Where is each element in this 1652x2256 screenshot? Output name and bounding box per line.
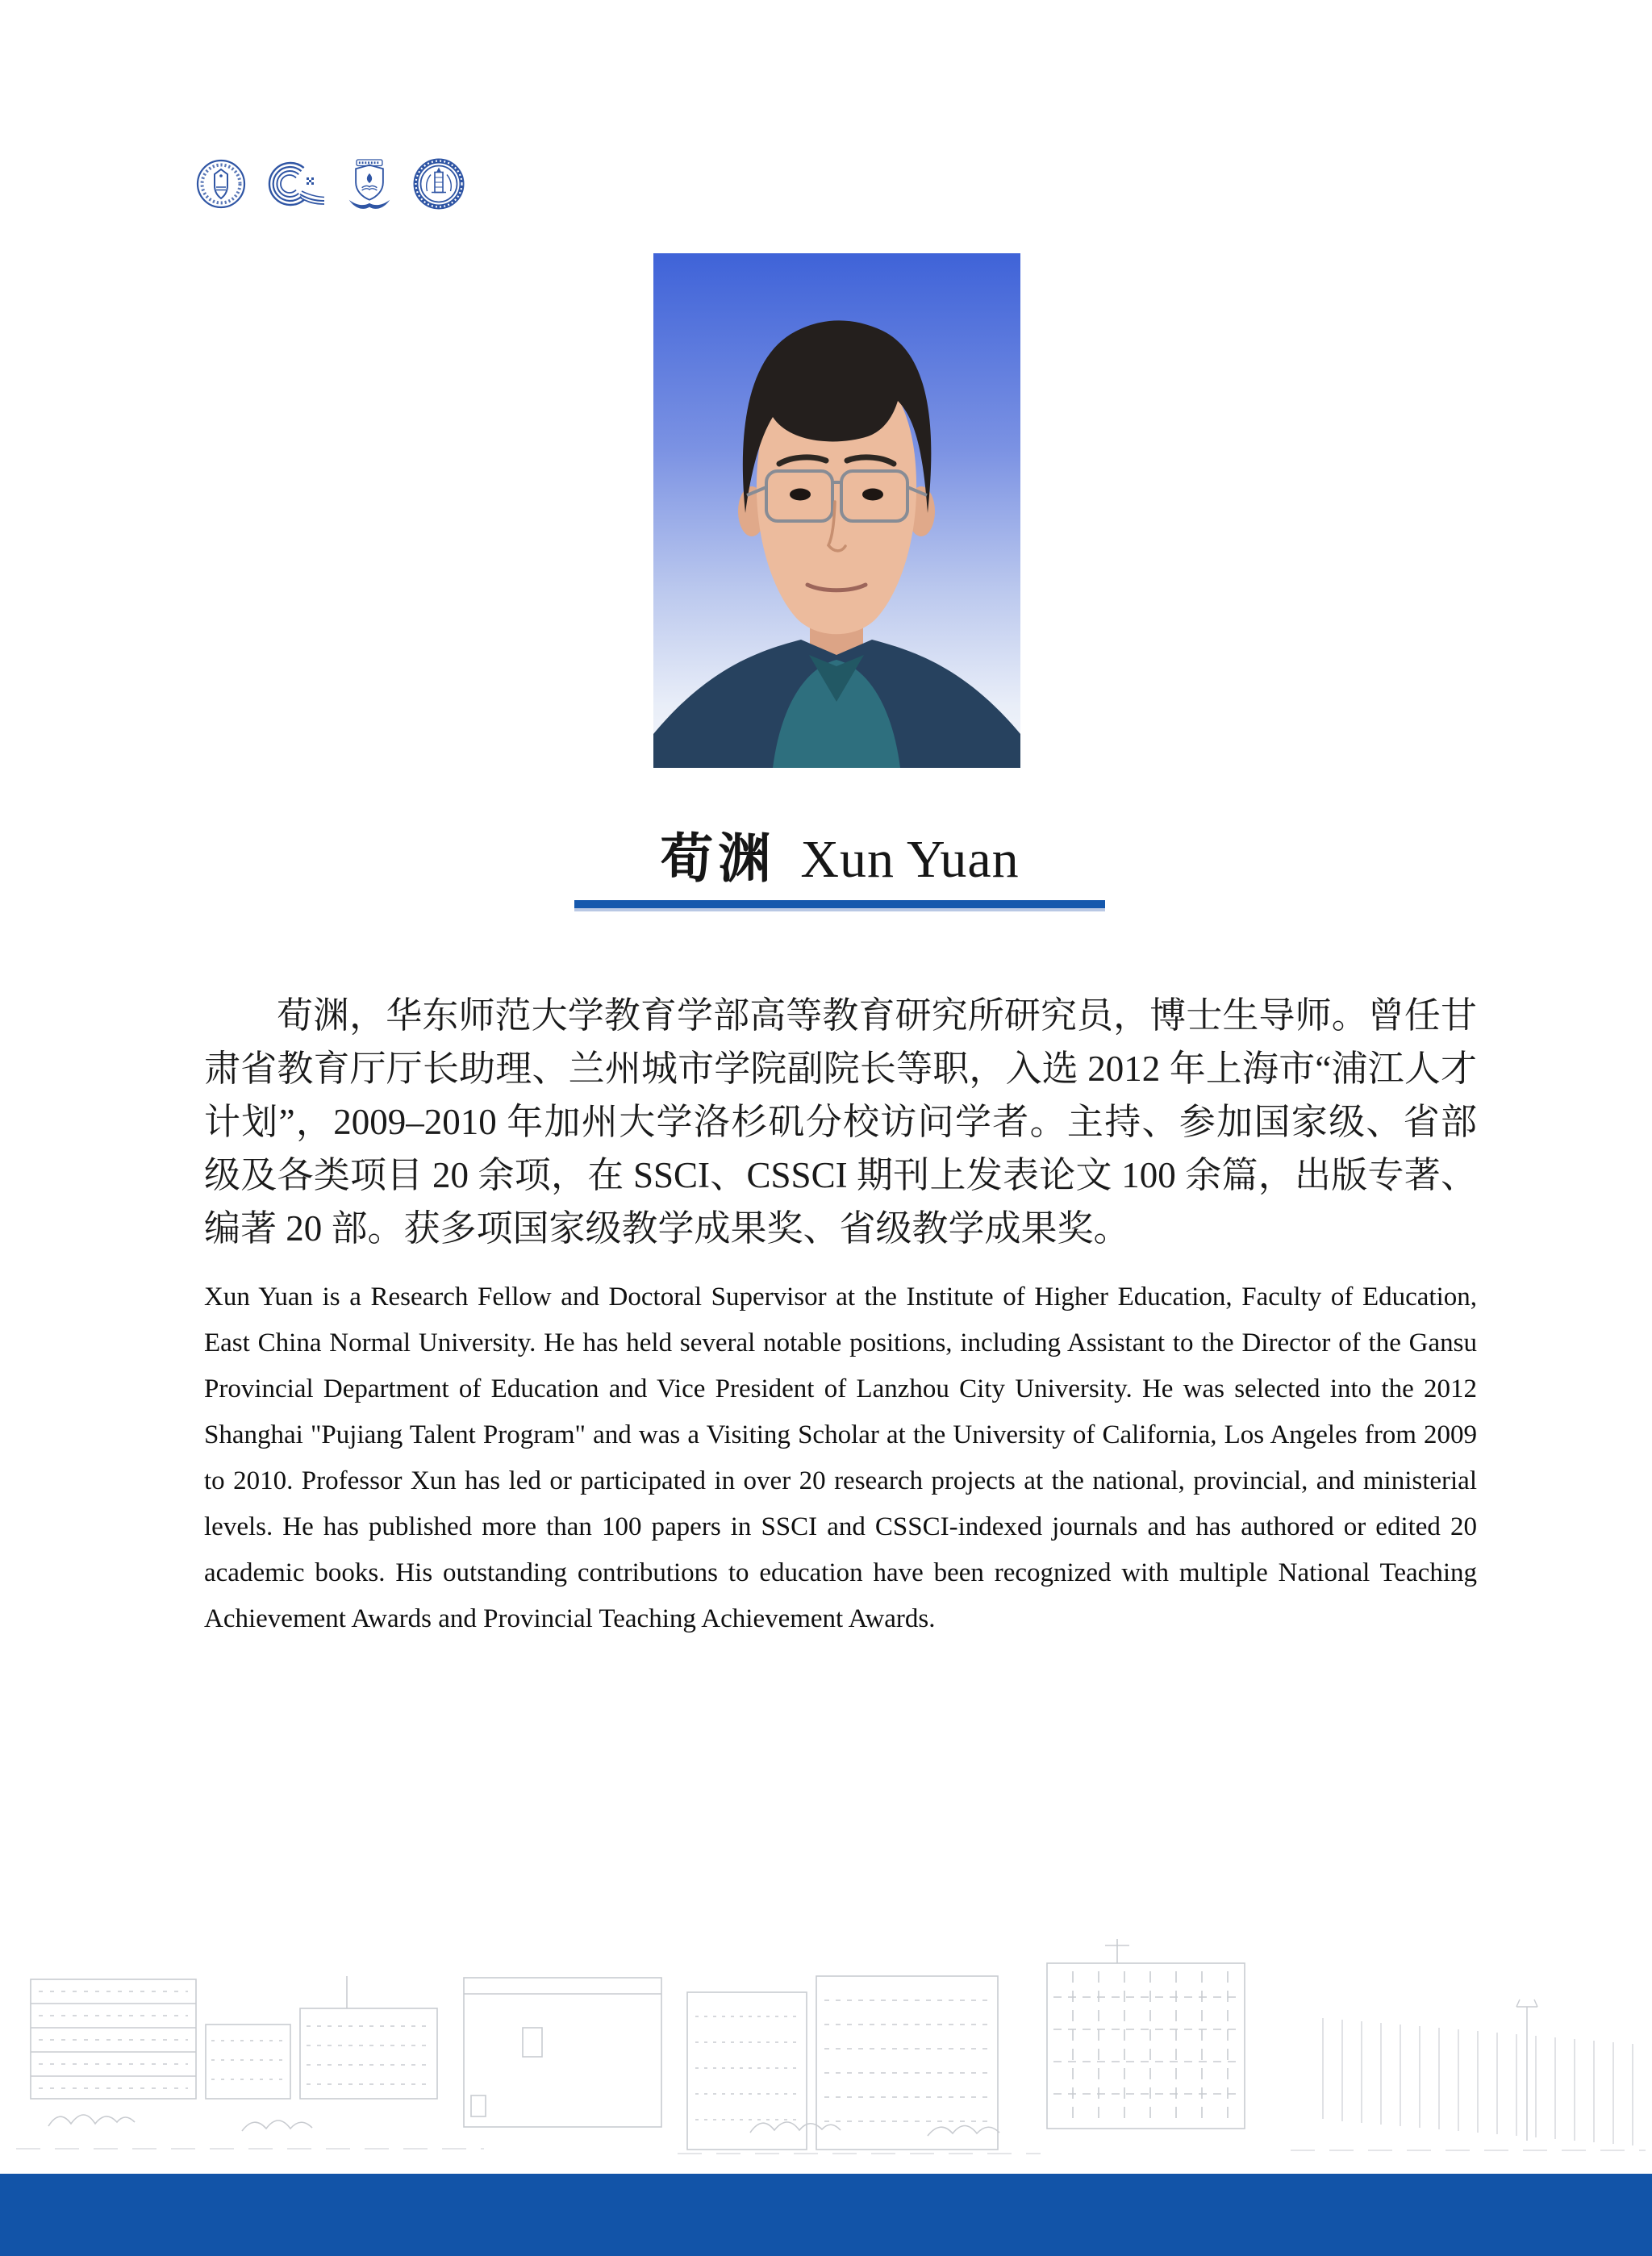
name-chinese: 荀渊 bbox=[660, 830, 777, 889]
bio-english: Xun Yuan is a Research Fellow and Doctoral Supervisor at the Institute of Higher Education, Faculty of Education, East China Normal University. He has held several notable positions, including Assistant to the Director of the Gansu Provincial Department of Education and Vice President of Lanzhou City University. He was selected into the 2012 Shanghai "Pujiang Talent Program" and was a Visiting Scholar at the University of California, Los Angeles from 2009 to 2010. Professor Xun has led or participated in over 20 research projects at the national, provincial, and ministerial levels. He has published more than 100 papers in SSCI and CSSCI-indexed journals and has authored or edited 20 academic books. His outstanding contributions to education have been recognized with multiple National Teaching Achievement Awards and Provincial Teaching Achievement Awards. bbox=[204, 1282, 1477, 1633]
page-title bbox=[574, 828, 1105, 892]
faculty-of-education-seal-icon bbox=[413, 158, 465, 210]
institute-shield-icon bbox=[345, 156, 394, 211]
footer-color-bar bbox=[0, 2174, 1652, 2256]
campus-buildings-drawing bbox=[0, 1929, 1652, 2171]
title-underline bbox=[574, 900, 1105, 911]
c-swirl-emblem-icon bbox=[266, 158, 326, 210]
portrait-illustration bbox=[653, 253, 1020, 768]
profile-photo bbox=[653, 253, 1020, 768]
name-english: Xun Yuan bbox=[800, 830, 1020, 889]
university-round-seal-icon bbox=[195, 158, 247, 210]
bio-chinese: 荀渊，华东师范大学教育学部高等教育研究所研究员，博士生导师。曾任甘肃省教育厅厅长助理、兰州城市学院副院长等职，入选 2012 年上海市“浦江人才计划”，2009–2010 年加州大学洛杉矶分校访问学者。主持、参加国家级、省部级及各类项目 20 余项，在 SSCI、CSSCI 期刊上发表论文 100 余篇，出版专著、编著 20 部。获多项国家级教学成果奖、省级教学成果奖。 bbox=[204, 995, 1477, 1249]
logo-row bbox=[195, 158, 465, 210]
title-block bbox=[574, 828, 1105, 911]
campus-sketch bbox=[0, 1929, 1652, 2171]
